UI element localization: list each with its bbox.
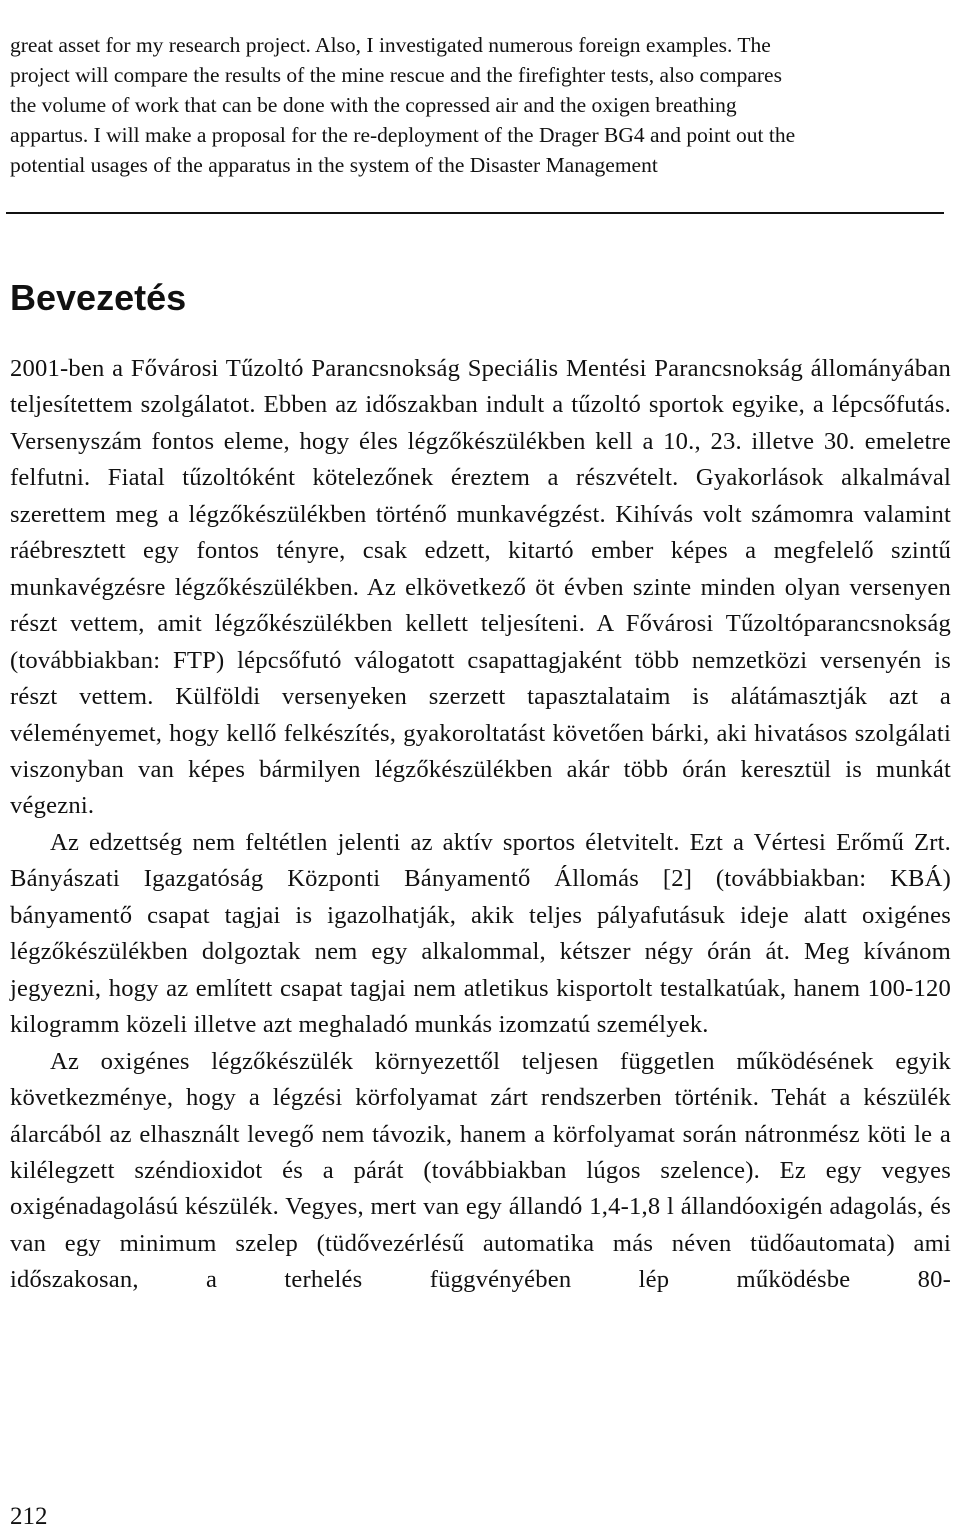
abstract-line: great asset for my research project. Also, I investigated numerous foreign examples. The xyxy=(10,33,771,57)
body-text xyxy=(10,351,951,1299)
abstract-line: potential usages of the apparatus in the system of the Disaster Management xyxy=(10,153,658,177)
body-paragraph: Az edzettség nem feltétlen jelenti az aktív sportos életvitelt. Ezt a Vértesi Erőmű Zrt. Bányászati Igazgatóság Központi Bányamentő Állomás [2] (továbbiakban: KBÁ) bányamentő csapat tagjai is igazolhatják, akik teljes pályafutásuk ideje alatt oxigénes légzőkészülékben dolgoztak nem egy alkalommal, kétszer négy órán át. Meg kívánom jegyezni, hogy az említett csapat tagjai nem atletikus kisportolt testalkatúak, hanem 100-120 kilogramm közeli illetve azt meghaladó munkás izomzatú személyek. xyxy=(10,828,951,1039)
section-divider xyxy=(6,212,944,214)
abstract-line: project will compare the results of the mine rescue and the firefighter tests, also compares xyxy=(10,63,782,87)
page-number: 212 xyxy=(10,1503,48,1530)
body-paragraph: 2001-ben a Fővárosi Tűzoltó Parancsnokság Speciális Mentési Parancsnokság állományában teljesítettem szolgálatot. Ebben az időszakban indult a tűzoltó sportok egyike, a lépcsőfutás. Versenyszám fontos eleme, hogy éles légzőkészülékben kell a 10., 23. illetve 30. emeletre felfutni. Fiatal tűzoltóként kötelezőnek éreztem a részvételt. Gyakorlások alkalmával szerettem meg a légzőkészülékben történő munkavégzést. Kihívás volt számomra valamint ráébresztett egy fontos tényre, csak edzett, kitartó ember képes a megfelelő szintű munkavégzésre légzőkészülékben. Az elkövetkező öt évben szinte minden olyan versenyen részt vettem, amit légzőkészülékben kellett teljesíteni. A Fővárosi Tűzoltóparancsnokság (továbbiakban: FTP) lépcsőfutó válogatott csapattagjaként több nemzetközi versenyén is részt vettem. Külföldi versenyeken szerzett tapasztalataim is alátámasztják azt a véleményemet, hogy kellő felkészítés, gyakoroltatást követően bárki, aki hivatásos szolgálati viszonyban van képes bármilyen légzőkészülékben akár több órán keresztül is munkát végezni. xyxy=(10,355,951,820)
abstract-line: appartus. I will make a proposal for the re-deployment of the Drager BG4 and point out the xyxy=(10,123,796,147)
body-paragraph: Az oxigénes légzőkészülék környezettől teljesen független működésének egyik következménye, hogy a légzési körfolyamat zárt rendszerben történik. Tehát a készülék álarcából az elhasznált levegő nem távozik, hanem a körfolyamat során nátronmész köti le a kilélegzett széndioxidot és a párát (továbbiakban lúgos szelence). Ez egy vegyes oxigénadagolású készülék. Vegyes, mert van egy állandó 1,4-1,8 l állandóoxigén adagolás, és van egy minimum szelep (tüdővezérlésű automatika más néven tüdőautomata) ami időszakosan, a terhelés függvényében lép működésbe 80- xyxy=(10,1047,951,1294)
abstract-line: the volume of work that can be done with the copressed air and the oxigen breathing xyxy=(10,93,737,117)
section-heading: Bevezetés xyxy=(10,277,187,318)
